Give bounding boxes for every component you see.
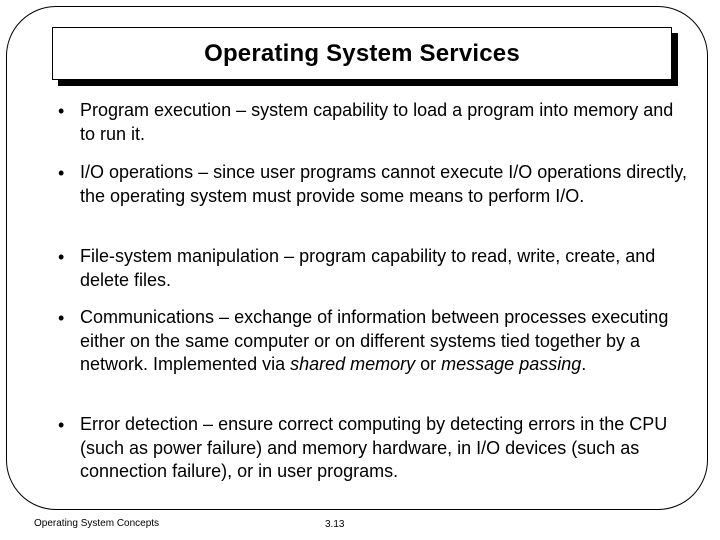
bullet-io-operations: [58, 161, 688, 208]
bullet-error-detection: [58, 413, 688, 484]
bullet-dot: •: [58, 308, 65, 328]
communications-text-middle: or: [415, 354, 442, 374]
communications-italic-shared-memory: shared memory: [290, 354, 416, 374]
bullet-text-communications: [80, 306, 688, 377]
communications-italic-message-passing: message passing: [441, 354, 582, 374]
bullet-program-execution: [58, 99, 688, 146]
communications-text-before: Communications – exchange of information between processes executing either on the same computer or on different systems tied together by a network. Implemented via: [80, 307, 669, 374]
communications-text-after: .: [581, 354, 587, 374]
bullet-text-io-operations: I/O operations – since user programs cannot execute I/O operations directly, the operating system must provide some means to perform I/O.: [80, 162, 687, 206]
bullet-text-error-detection: Error detection – ensure correct computing by detecting errors in the CPU (such as power failure) and memory hardware, in I/O devices (such as connection failure), or in user programs.: [80, 414, 668, 481]
footer-page-number: 3.13: [325, 519, 345, 530]
bullet-dot: •: [58, 101, 65, 121]
footer-course-title: Operating System Concepts: [34, 518, 160, 529]
bullet-text-file-system-manipulation: File-system manipulation – program capability to read, write, create, and delete files.: [80, 246, 656, 290]
bullet-communications: [58, 306, 688, 377]
bullet-dot: •: [58, 163, 65, 183]
bullet-file-system-manipulation: [58, 245, 688, 292]
slide-title: Operating System Services: [204, 39, 520, 67]
bullet-dot: •: [58, 247, 65, 267]
bullet-text-program-execution: Program execution – system capability to load a program into memory and to run it.: [80, 100, 674, 144]
bullet-dot: •: [58, 415, 65, 435]
